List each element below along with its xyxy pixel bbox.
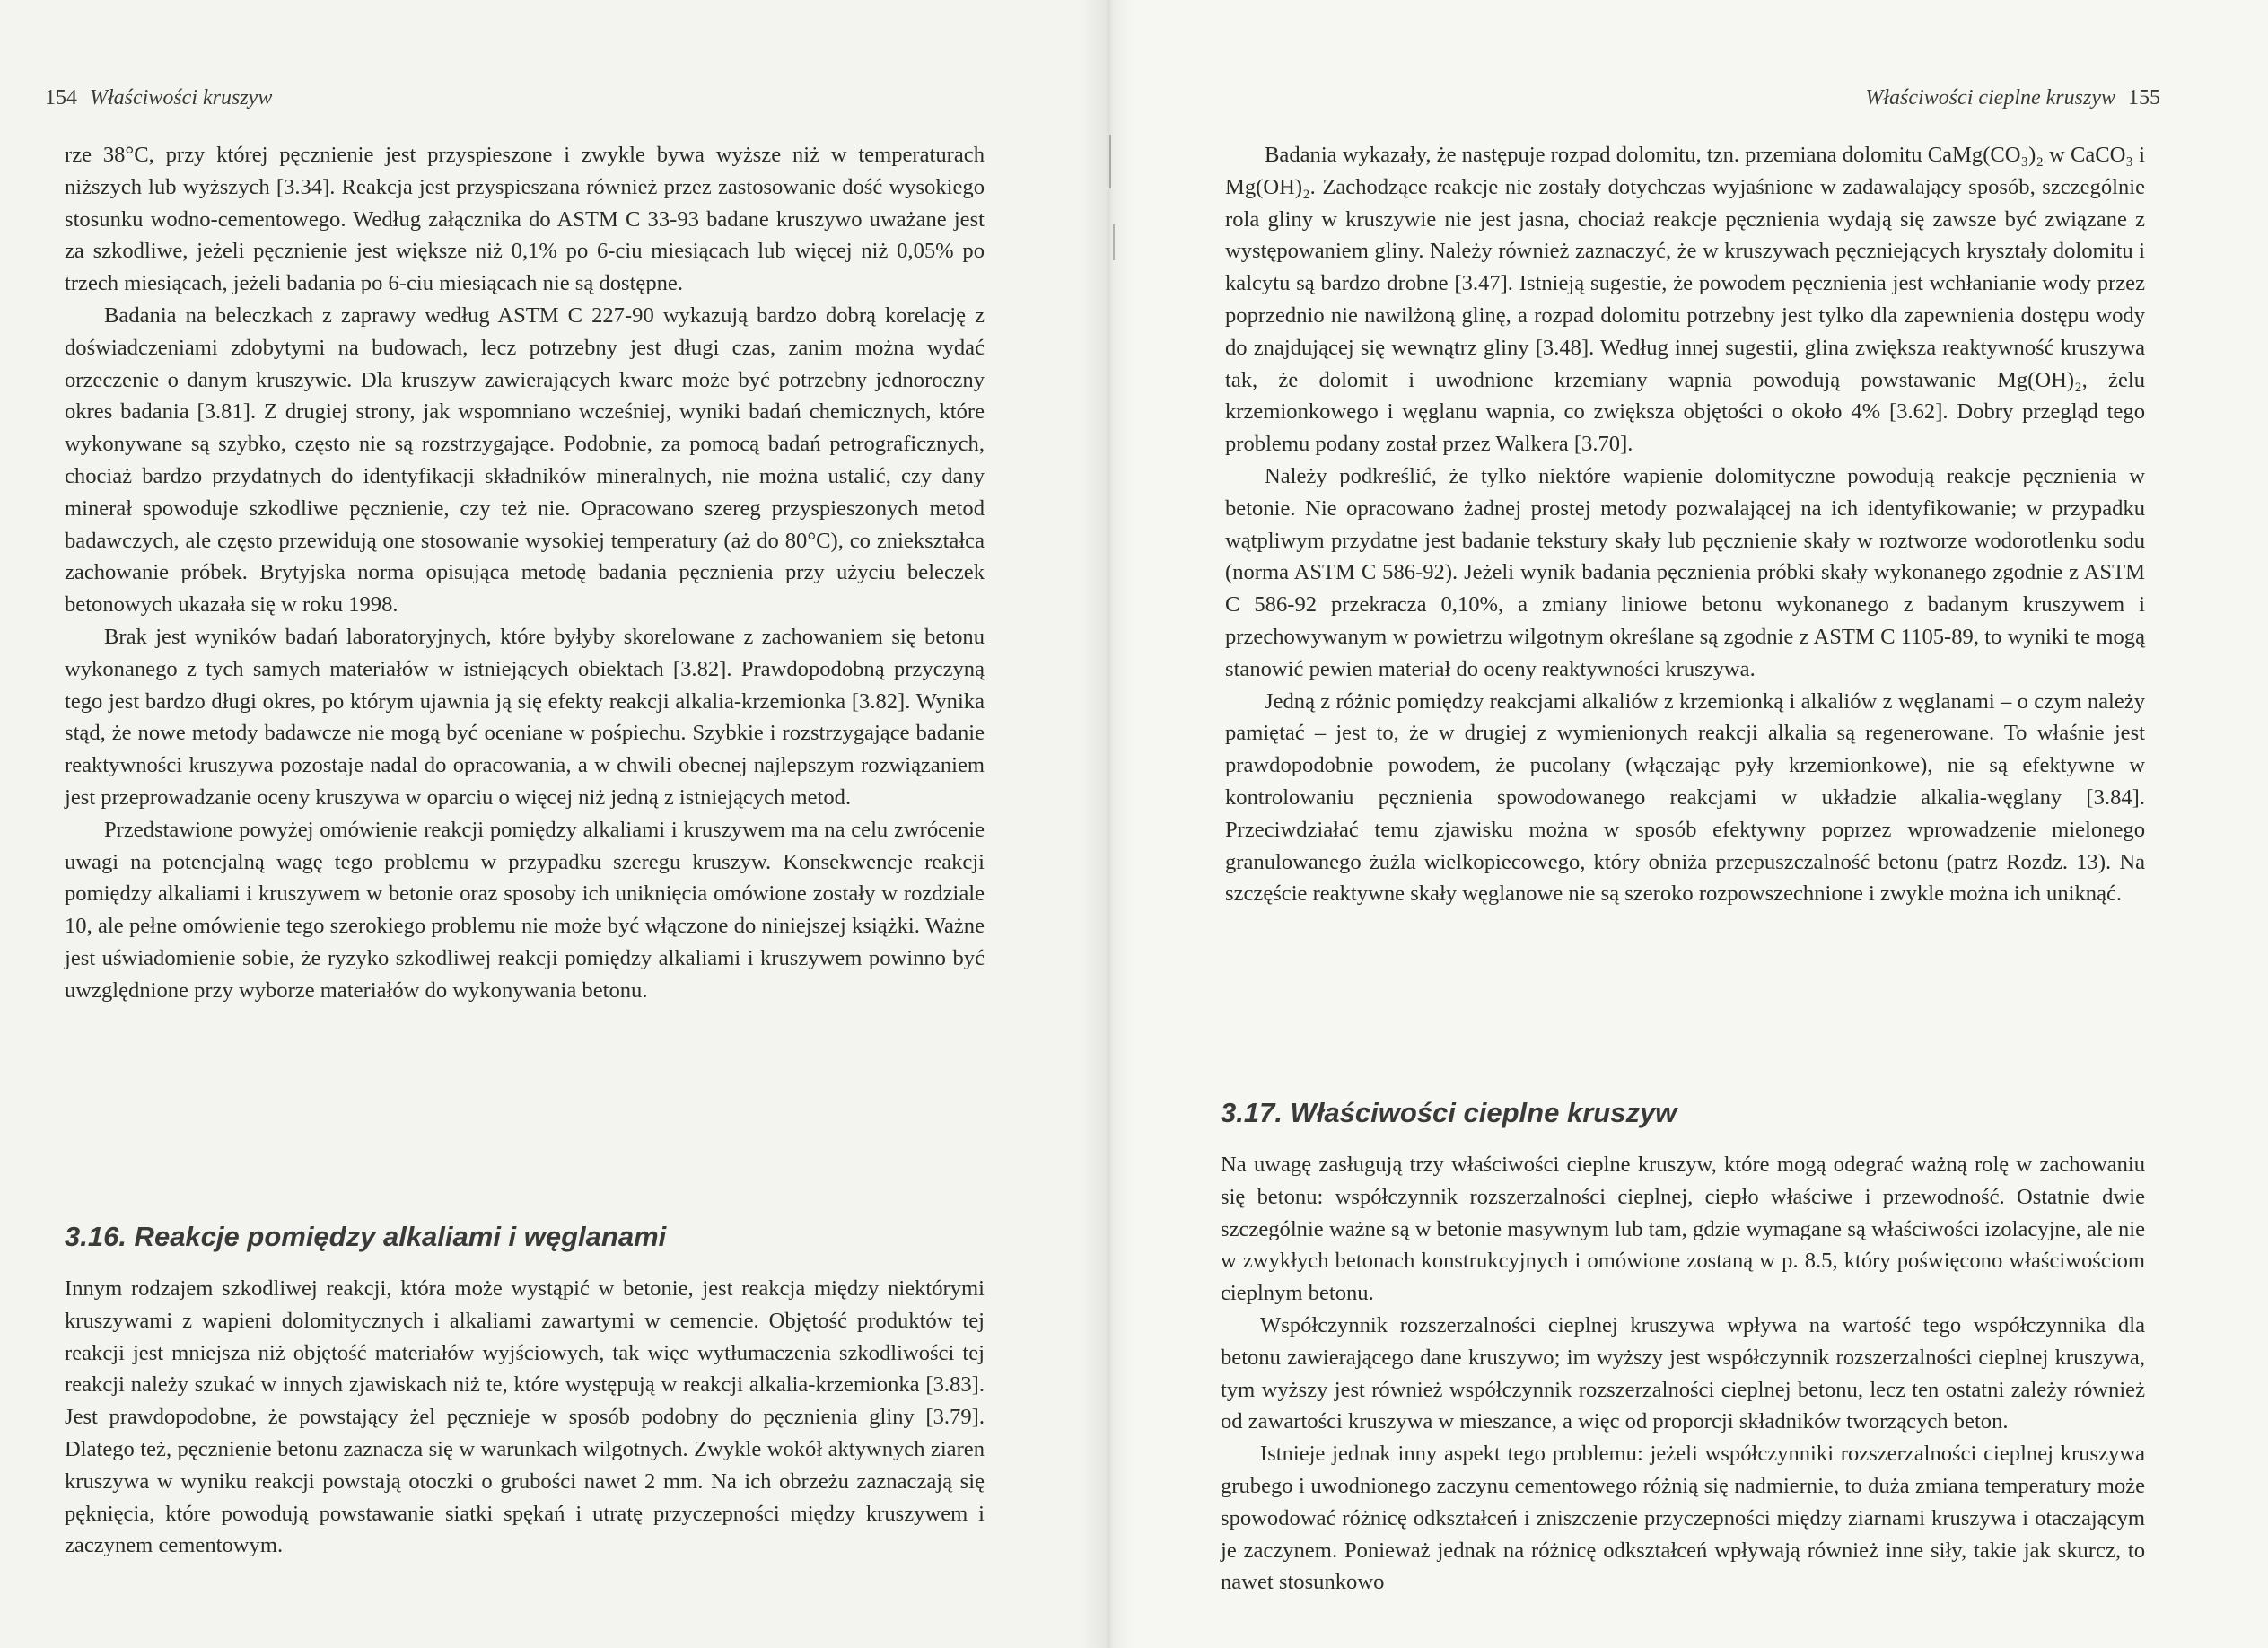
left-page — [0, 0, 1108, 1648]
paragraph: Jedną z różnic pomiędzy reakcjami alkaliów z krzemionką i alkaliów z węglanami – o czym należy pamiętać – jest to, że w drugiej z wymienionych reakcji alkalia są regenerowane. To właśnie jest prawdopodobnie powodem, że pucolany (włączając pyły krzemionkowe), nie są efektywne w kontrolowaniu pęcznienia spowodowanego reakcjami w układzie alkalia-węglany [3.84]. Przeciwdziałać temu zjawisku można w sposób efektywny poprzez wprowadzenie mielonego granulowanego żużla wielkopiecowego, który obniża przepuszczalność betonu (patrz Rozdz. 13). Na szczęście reaktywne skały węglanowe nie są szeroko rozpowszechnione i zwykle można ich uniknąć. — [1225, 688, 2145, 907]
right-running-title: Właściwości cieplne kruszyw — [1865, 86, 2115, 110]
paragraph: Istnieje jednak inny aspekt tego problemu: jeżeli współczynniki rozszerzalności cieplnej kruszywa grubego i uwodnionego zaczynu cementowego różnią się nadmiernie, to duża zmiana temperatury może spowodować różnicę odkształceń i zniszczenie przyczepności między ziarnami kruszywa i otaczającym je zaczynem. Ponieważ jednak na różnicę odkształceń wpływają również inne siły, takie jak skurcz, to nawet stosunkowo — [1221, 1442, 2145, 1595]
paragraph: Badania wykazały, że następuje rozpad dolomitu, tzn. przemiana dolomitu CaMg(CO₃)₂ w CaCO₃ i Mg(OH)₂. Zachodzące reakcje nie zostały dotychczas wyjaśnione w zadawalający sposób, szczególnie rola gliny w kruszywie nie jest jasna, chociaż reakcje pęcznienia wydają się zawsze być związane z występowaniem gliny. Należy również zaznaczyć, że w kruszywach pęczniejących kryształy dolomitu i kalcytu są bardzo drobne [3.47]. Istnieją sugestie, że powodem pęcznienia jest wchłanianie wody przez poprzednio nie nawilżoną glinę, a rozpad dolomitu potrzebny jest tylko dla zapewnienia dostępu wody do znajdującej się wewnątrz gliny [3.48]. Według innej sugestii, glina zwiększa reaktywność kruszywa tak, że dolomit i uwodnione krzemiany wapnia powodują powstawanie Mg(OH)₂, żelu krzemionkowego i węglanu wapnia, co zwiększa objętości o około 4% [3.62]. Dobry przegląd tego problemu podany został przez Walkera [3.70]. — [1225, 143, 2145, 457]
section-heading-3-17: 3.17. Właściwości cieplne kruszyw — [1221, 1097, 1677, 1128]
right-body-top — [1225, 139, 2145, 910]
left-body-top — [65, 139, 985, 1007]
paragraph: rze 38°C, przy której pęcznienie jest przyspieszone i zwykle bywa wyższe niż w temperaturach niższych lub wyższych [3.34]. Reakcja jest przyspieszana również przez zastosowanie dość wysokiego stosunku wodno-cementowego. Według załącznika do ASTM C 33-93 badane kruszywo uważane jest za szkodliwe, jeżeli pęcznienie jest większe niż 0,1% po 6-ciu miesiącach lub więcej niż 0,05% po trzech miesiącach, jeżeli badania po 6-ciu miesiącach nie są dostępne. — [65, 143, 985, 296]
paragraph: Przedstawione powyżej omówienie reakcji pomiędzy alkaliami i kruszywem ma na celu zwrócenie uwagi na potencjalną wagę tego problemu w przypadku szeregu kruszyw. Konsekwencje reakcji pomiędzy alkaliami i kruszywem w betonie oraz sposoby ich uniknięcia omówione zostały w rozdziale 10, ale pełne omówienie tego szerokiego problemu nie może być włączone do niniejszej książki. Ważne jest uświadomienie sobie, że ryzyko szkodliwej reakcji pomiędzy alkaliami i kruszywem powinno być uwzględnione przy wyborze materiałów do wykonywania betonu. — [65, 817, 985, 1003]
paragraph: Współczynnik rozszerzalności cieplnej kruszywa wpływa na wartość tego współczynnika dla betonu zawierającego dane kruszywo; im wyższy jest współczynnik rozszerzalności cieplnej kruszywa, tym wyższy jest również współczynnik rozszerzalności cieplnej betonu, lecz ten ostatni zależy również od zawartości kruszywa w mieszance, a więc od proporcji składników tworzących beton. — [1221, 1312, 2145, 1434]
scan-margin-mark — [1113, 224, 1115, 260]
left-page-number: 154 — [45, 86, 77, 110]
left-running-header — [45, 86, 272, 110]
right-running-header — [1865, 86, 2160, 110]
right-page-number: 155 — [2128, 86, 2160, 110]
paragraph: Należy podkreślić, że tylko niektóre wapienie dolomityczne powodują reakcje pęcznienia w betonie. Nie opracowano żadnej prostej metody pozwalającej na ich identyfikowanie; w przypadku wątpliwym przydatne jest badanie tekstury skały lub pęcznienie skały w roztworze wodorotlenku sodu (norma ASTM C 586-92). Jeżeli wynik badania pęcznienia próbki skały wykonanego zgodnie z ASTM C 586-92 przekracza 0,10%, a zmiany liniowe betonu wykonanego z badanym kruszywem i przechowywanym w powietrzu wilgotnym określane są zgodnie z ASTM C 1105-89, to wyniki te mogą stanowić pewien materiał do oceny reaktywności kruszywa. — [1225, 463, 2145, 681]
paragraph: Na uwagę zasługują trzy właściwości cieplne kruszyw, które mogą odegrać ważną rolę w zachowaniu się betonu: współczynnik rozszerzalności cieplnej, ciepło właściwe i przewodność. Ostatnie dwie szczególnie ważne są w betonie masywnym lub tam, gdzie wymagane są właściwości izolacyjne, ale nie w zwykłych betonach konstrukcyjnych i omówione zostaną w p. 8.5, który poświęcono właściwościom cieplnym betonu. — [1221, 1153, 2145, 1306]
paragraph: Badania na beleczkach z zaprawy według ASTM C 227-90 wykazują bardzo dobrą korelację z doświadczeniami zdobytymi na budowach, lecz potrzebny jest długi czas, zanim można wydać orzeczenie o danym kruszywie. Dla kruszyw zawierających kwarc może być potrzebny jednoroczny okres badania [3.81]. Z drugiej strony, jak wspomniano wcześniej, wyniki badań chemicznych, które wykonywane są szybko, często nie są rozstrzygające. Podobnie, za pomocą badań petrograficznych, chociaż bardzo przydatnych do identyfikacji składników mineralnych, nie można ustalić, czy dany minerał spowoduje szkodliwe pęcznienie, czy też nie. Opracowano szereg przyspieszonych metod badawczych, ale często przewidują one stosowanie wysokiej temperatury (aż do 80°C), co zniekształca zachowanie próbek. Brytyjska norma opisująca metodę badania pęcznienia przy użyciu beleczek betonowych ukazała się w roku 1998. — [65, 302, 985, 618]
paragraph: Innym rodzajem szkodliwej reakcji, która może wystąpić w betonie, jest reakcja między niektórymi kruszywami z wapieni dolomitycznych i alkaliami zawartymi w cemencie. Objętość produktów tej reakcji jest mniejsza niż objętość materiałów wyjściowych, tak więc wytłumaczenia szkodliwości tej reakcji należy szukać w innych zjawiskach niż te, które występują w reakcji alkalia-krzemionka [3.83]. Jest prawdopodobne, że powstający żel pęcznieje w sposób podobny do pęcznienia gliny [3.79]. Dlatego też, pęcznienie betonu zaznacza się w warunkach wilgotnych. Zwykle wokół aktywnych ziaren kruszywa w wyniku reakcji powstają otoczki o grubości nawet 2 mm. Na ich obrzeżu zaznaczają się pęknięcia, które powodują powstawanie siatki spękań i utratę przyczepności między kruszywem i zaczynem cementowym. — [65, 1276, 985, 1558]
section-heading-3-16: 3.16. Reakcje pomiędzy alkaliami i węglanami — [65, 1221, 667, 1252]
left-body-bottom — [65, 1273, 985, 1562]
left-running-title: Właściwości kruszyw — [90, 86, 273, 110]
paragraph: Brak jest wyników badań laboratoryjnych, które byłyby skorelowane z zachowaniem się betonu wykonanego z tych samych materiałów w istniejących obiektach [3.82]. Prawdopodobną przyczyną tego jest bardzo długi okres, po którym ujawnia ją się efekty reakcji alkalia-krzemionka [3.82]. Wynika stąd, że nowe metody badawcze nie mogą być oceniane w pośpiechu. Szybkie i rozstrzygające badanie reaktywności kruszywa pozostaje nadal do opracowania, a w chwili obecnej najlepszym rozwiązaniem jest przeprowadzanie oceny kruszywa w oparciu o więcej niż jedną z istniejących metod. — [65, 624, 985, 810]
scan-margin-mark — [1109, 135, 1111, 188]
right-body-bottom — [1221, 1149, 2145, 1599]
book-gutter-shadow — [1081, 0, 1135, 1648]
